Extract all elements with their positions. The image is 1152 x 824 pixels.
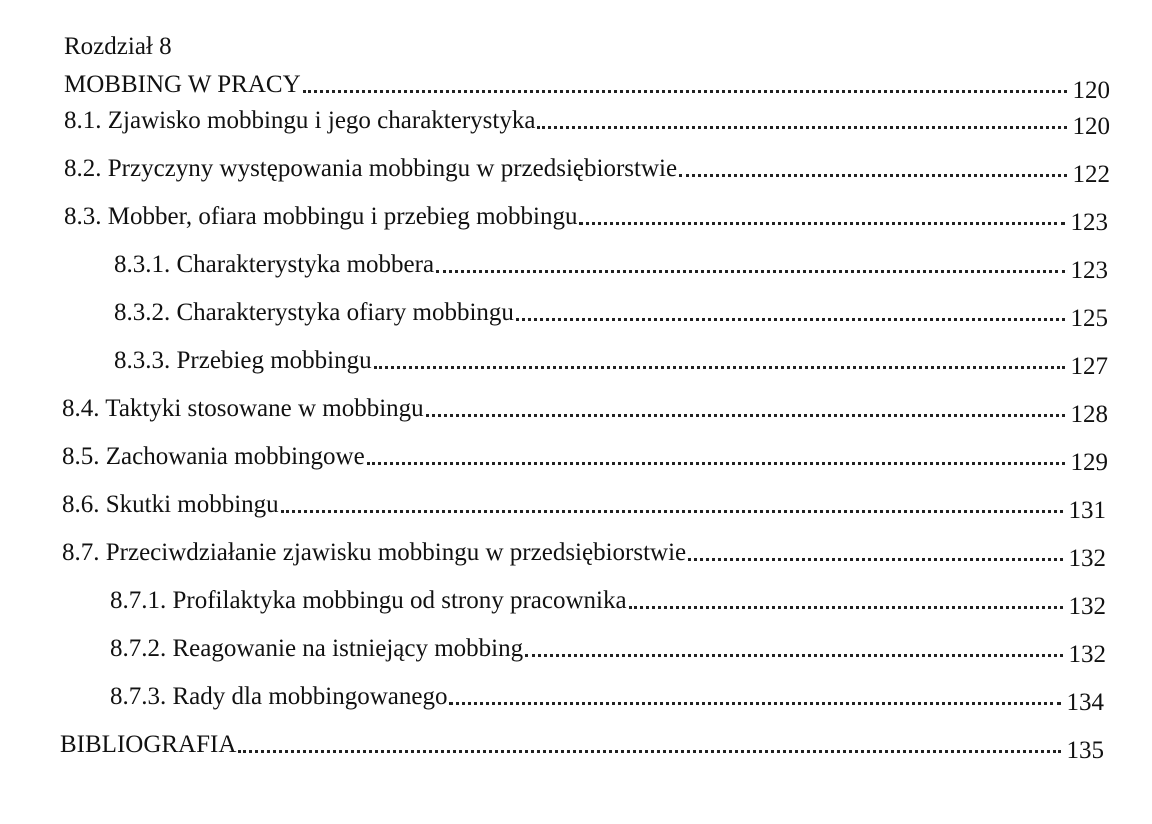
toc-entry-page: 125	[1070, 305, 1108, 332]
toc-leader	[629, 606, 1063, 609]
toc-entry-title: 8.3.1. Charakterystyka mobbera	[114, 251, 435, 278]
toc-entry-page: 122	[1072, 161, 1110, 188]
toc-entry-title: BIBLIOGRAFIA	[60, 731, 237, 758]
toc-entry-title: 8.3.3. Przebieg mobbingu	[114, 347, 372, 374]
toc-entry-title: 8.7. Przeciwdziałanie zjawisku mobbingu w przedsiębiorstwie	[62, 539, 687, 566]
toc-entry	[64, 200, 1108, 236]
toc-entry	[64, 152, 1110, 188]
toc-entry-page: 127	[1070, 353, 1108, 380]
toc-entry	[62, 488, 1106, 524]
toc-entry-page: 120	[1072, 113, 1110, 140]
toc-leader	[374, 366, 1065, 369]
toc-leader	[281, 510, 1063, 513]
toc-leader	[436, 270, 1064, 273]
toc-entry-title: 8.2. Przyczyny występowania mobbingu w przedsiębiorstwie	[64, 155, 678, 182]
toc-entry	[62, 440, 1108, 476]
toc-entry-page: 132	[1068, 545, 1106, 572]
toc-entry	[62, 536, 1106, 572]
toc-leader	[367, 462, 1065, 465]
toc-entry-page: 129	[1070, 449, 1108, 476]
toc-entry-page: 128	[1070, 401, 1108, 428]
toc-leader	[525, 654, 1062, 657]
toc-entry-page: 123	[1070, 209, 1108, 236]
toc-entry-title: 8.3. Mobber, ofiara mobbingu i przebieg mobbingu	[64, 203, 578, 230]
toc-entry-page: 123	[1070, 257, 1108, 284]
toc-leader	[426, 414, 1065, 417]
chapter-label: Rozdział 8	[64, 33, 172, 60]
toc-entry-title: 8.3.2. Charakterystyka ofiary mobbingu	[114, 299, 514, 326]
toc-entry-title: 8.5. Zachowania mobbingowe	[62, 443, 365, 470]
toc-leader	[679, 174, 1066, 177]
toc-entry-title: 8.4. Taktyki stosowane w mobbingu	[62, 395, 424, 422]
toc-entry-page: 131	[1068, 497, 1106, 524]
toc-entry-title: MOBBING W PRACY	[64, 71, 301, 98]
toc-entry	[60, 728, 1104, 764]
toc-leader	[238, 750, 1060, 753]
toc-entry	[114, 344, 1108, 380]
toc-leader	[688, 558, 1062, 561]
toc-entry-page: 134	[1066, 689, 1104, 716]
toc-entry	[114, 248, 1108, 284]
toc-entry	[62, 392, 1108, 428]
toc-leader	[537, 126, 1066, 129]
toc-leader	[449, 702, 1060, 705]
toc-entry-page: 132	[1068, 641, 1106, 668]
toc-entry	[64, 68, 1110, 104]
toc-entry-title: 8.1. Zjawisko mobbingu i jego charakterystyka	[64, 107, 536, 134]
toc-entry-page: 120	[1072, 77, 1110, 104]
toc-entry-title: 8.7.2. Reagowanie na istniejący mobbing	[110, 635, 524, 662]
toc-entry-title: 8.7.1. Profilaktyka mobbingu od strony pracownika	[110, 587, 627, 614]
toc-entry	[110, 584, 1106, 620]
toc-entry	[114, 296, 1108, 332]
toc-leader	[579, 222, 1064, 225]
toc-entry	[110, 680, 1104, 716]
toc-entry-title: 8.6. Skutki mobbingu	[62, 491, 279, 518]
toc-entry-title: 8.7.3. Rady dla mobbingowanego	[110, 683, 448, 710]
toc-entry	[110, 632, 1106, 668]
toc-leader	[303, 90, 1067, 93]
toc-entry	[64, 104, 1110, 140]
toc-entry-page: 132	[1068, 593, 1106, 620]
toc-leader	[516, 318, 1065, 321]
toc-entry-page: 135	[1066, 737, 1104, 764]
